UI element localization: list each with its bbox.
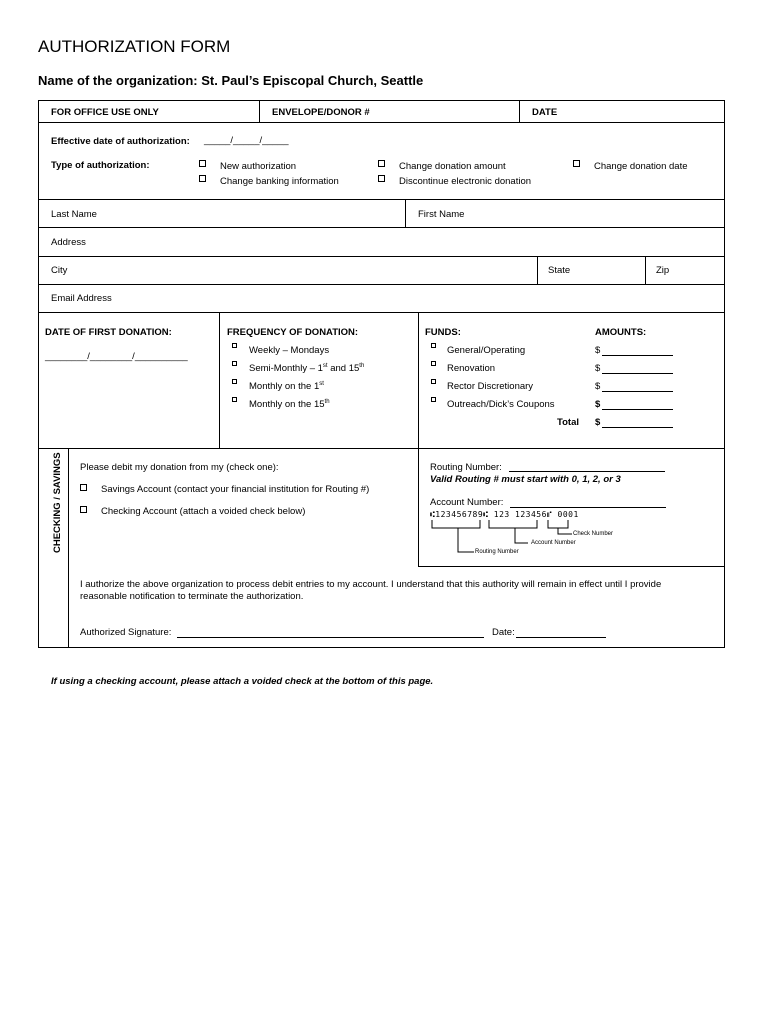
weekly-label: Weekly – Mondays [249,345,330,356]
authorization-statement-line2: reasonable notification to terminate the authorization. [80,591,304,602]
monthly-15th-checkbox[interactable] [232,397,237,402]
divider [39,199,725,200]
routing-number-caption: Routing Number [475,549,519,555]
monthly-1st-label: Monthly on the 1st [249,380,324,392]
divider [405,199,406,227]
semi-monthly-label: Semi-Monthly – 1st and 15th [249,362,365,374]
first-donation-date-field[interactable]: ________/________/__________ [45,351,188,362]
amount-total-field[interactable] [602,427,673,428]
change-banking-checkbox[interactable] [199,175,206,182]
weekly-checkbox[interactable] [232,343,237,348]
change-amount-checkbox[interactable] [378,160,385,167]
change-amount-label: Change donation amount [399,161,506,172]
discontinue-checkbox[interactable] [378,175,385,182]
amount-renovation-field[interactable] [602,373,673,374]
amounts-header: AMOUNTS: [595,327,647,338]
zip-field[interactable]: Zip [656,265,670,276]
dollar-sign: $ [595,363,601,374]
divider [418,448,419,566]
routing-number-label: Routing Number: [430,462,502,473]
office-use-label: FOR OFFICE USE ONLY [51,107,159,118]
divider [537,256,538,284]
first-donation-header: DATE OF FIRST DONATION: [45,327,172,338]
total-label: Total [557,417,579,428]
city-field[interactable]: City [51,265,68,276]
dollar-sign: $ [595,417,601,428]
checking-account-label: Checking Account (attach a voided check below) [101,506,306,517]
divider [39,284,725,285]
envelope-donor-label: ENVELOPE/DONOR # [272,107,370,118]
debit-prompt: Please debit my donation from my (check one): [80,462,279,473]
semi-monthly-checkbox[interactable] [232,361,237,366]
account-number-label: Account Number: [430,497,504,508]
savings-account-checkbox[interactable] [80,484,87,491]
fund-outreach-checkbox[interactable] [431,397,436,402]
fund-general-checkbox[interactable] [431,343,436,348]
organization-name: Name of the organization: St. Paul’s Episcopal Church, Seattle [38,73,424,88]
divider [418,312,419,448]
change-date-label: Change donation date [594,161,688,172]
state-field[interactable]: State [548,265,571,276]
discontinue-label: Discontinue electronic donation [399,176,532,187]
form-title: AUTHORIZATION FORM [38,37,231,56]
type-of-authorization-label: Type of authorization: [51,160,150,171]
divider [39,448,725,449]
amount-general-field[interactable] [602,355,673,356]
check-diagram-brackets [430,518,610,558]
new-authorization-label: New authorization [220,161,297,172]
divider [39,227,725,228]
monthly-15th-label: Monthly on the 15th [249,398,330,410]
savings-account-label: Savings Account (contact your financial institution for Routing #) [101,484,370,495]
divider [645,256,646,284]
divider [519,101,520,122]
dollar-sign: $ [595,399,601,410]
divider [39,122,725,123]
date-label: DATE [532,107,558,118]
dollar-sign: $ [595,345,601,356]
checking-account-checkbox[interactable] [80,506,87,513]
fund-general-label: General/Operating [447,345,526,356]
change-banking-label: Change banking information [220,176,339,187]
divider [39,256,725,257]
check-micr-line: ⑆123456789⑆ 123 123456⑈ 0001 [430,510,579,519]
divider [68,448,69,647]
frequency-header: FREQUENCY OF DONATION: [227,327,359,338]
change-date-checkbox[interactable] [573,160,580,167]
effective-date-label: Effective date of authorization: [51,136,190,147]
dollar-sign: $ [595,381,601,392]
signature-label: Authorized Signature: [80,627,172,638]
checking-savings-side-label: CHECKING / SAVINGS [52,452,63,553]
amount-outreach-field[interactable] [602,409,673,410]
divider [259,101,260,122]
account-number-caption: Account Number [531,540,576,546]
footer-note: If using a checking account, please attach a voided check at the bottom of this page. [51,676,434,687]
routing-number-field[interactable] [509,471,665,472]
divider [418,566,725,567]
check-number-caption: Check Number [573,531,614,537]
address-field[interactable]: Address [51,237,86,248]
fund-outreach-label: Outreach/Dick’s Coupons [447,399,555,410]
amount-rector-field[interactable] [602,391,673,392]
authorization-statement-line1: I authorize the above organization to process debit entries to my account. I understand that this authority will remain in effect until I provide [80,579,662,590]
routing-number-note: Valid Routing # must start with 0, 1, 2, or 3 [430,474,621,485]
last-name-field[interactable]: Last Name [51,209,97,220]
email-field[interactable]: Email Address [51,293,112,304]
divider [39,312,725,313]
funds-header: FUNDS: [425,327,461,338]
signature-field[interactable] [177,637,484,638]
signature-date-field[interactable] [516,637,606,638]
fund-renovation-checkbox[interactable] [431,361,436,366]
fund-rector-checkbox[interactable] [431,379,436,384]
effective-date-field[interactable]: _____/_____/_____ [204,135,289,146]
account-number-field[interactable] [510,507,666,508]
fund-rector-label: Rector Discretionary [447,381,534,392]
fund-renovation-label: Renovation [447,363,496,374]
monthly-1st-checkbox[interactable] [232,379,237,384]
new-authorization-checkbox[interactable] [199,160,206,167]
divider [219,312,220,448]
signature-date-label: Date: [492,627,515,638]
first-name-field[interactable]: First Name [418,209,465,220]
